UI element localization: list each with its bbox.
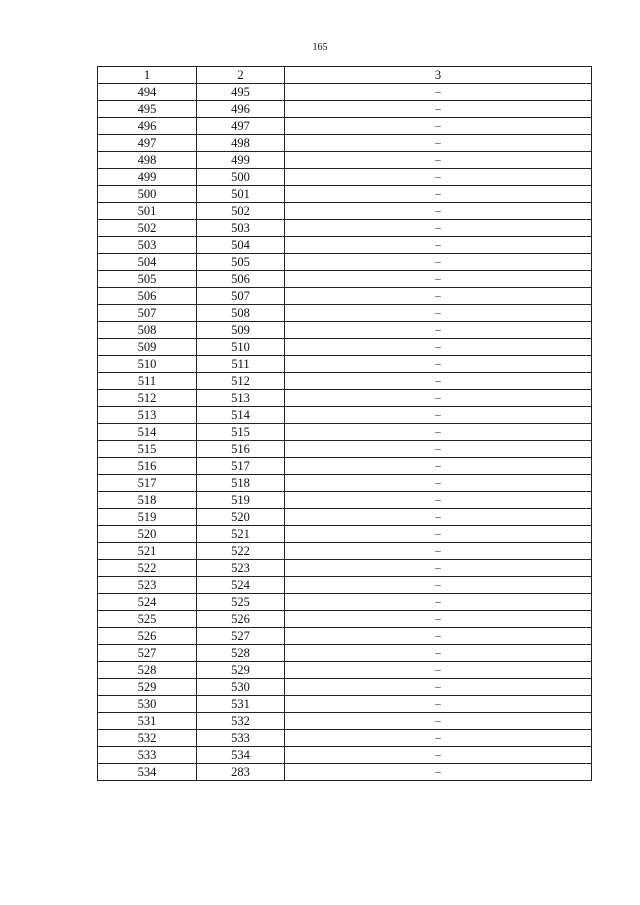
table-cell-col-1: 495 bbox=[98, 101, 197, 118]
table-cell-col-3: – bbox=[285, 458, 592, 475]
table-cell-col-3: – bbox=[285, 645, 592, 662]
table-cell-col-2: 503 bbox=[197, 220, 285, 237]
table-row bbox=[98, 441, 592, 458]
table-cell-col-1: 528 bbox=[98, 662, 197, 679]
table-cell-col-3: – bbox=[285, 764, 592, 781]
table-cell-col-2: 502 bbox=[197, 203, 285, 220]
table-cell-col-1: 498 bbox=[98, 152, 197, 169]
table-cell-col-1: 519 bbox=[98, 509, 197, 526]
table-cell-col-2: 513 bbox=[197, 390, 285, 407]
table-cell-col-3: – bbox=[285, 407, 592, 424]
table-cell-col-2: 514 bbox=[197, 407, 285, 424]
table-cell-col-1: 494 bbox=[98, 84, 197, 101]
table-cell-col-1: 525 bbox=[98, 611, 197, 628]
table-row bbox=[98, 390, 592, 407]
table-cell-col-3: – bbox=[285, 492, 592, 509]
table-cell-col-3: – bbox=[285, 305, 592, 322]
table-cell-col-1: 506 bbox=[98, 288, 197, 305]
table-cell-col-2: 504 bbox=[197, 237, 285, 254]
table-cell-col-2: 505 bbox=[197, 254, 285, 271]
table-row bbox=[98, 764, 592, 781]
table-cell-col-3: – bbox=[285, 747, 592, 764]
table-row bbox=[98, 645, 592, 662]
table-cell-col-3: – bbox=[285, 254, 592, 271]
table-cell-col-2: 521 bbox=[197, 526, 285, 543]
table-cell-col-1: 530 bbox=[98, 696, 197, 713]
table-cell-col-1: 520 bbox=[98, 526, 197, 543]
table-cell-col-2: 524 bbox=[197, 577, 285, 594]
table-cell-col-1: 533 bbox=[98, 747, 197, 764]
data-table bbox=[97, 66, 592, 781]
table-cell-col-2: 520 bbox=[197, 509, 285, 526]
table-cell-col-2: 516 bbox=[197, 441, 285, 458]
table-cell-col-1: 523 bbox=[98, 577, 197, 594]
table-cell-col-2: 534 bbox=[197, 747, 285, 764]
header-row bbox=[98, 67, 592, 84]
table-row bbox=[98, 118, 592, 135]
table-cell-col-2: 532 bbox=[197, 713, 285, 730]
table-cell-col-2: 283 bbox=[197, 764, 285, 781]
table-cell-col-3: – bbox=[285, 101, 592, 118]
table-cell-col-3: – bbox=[285, 475, 592, 492]
table-cell-col-2: 512 bbox=[197, 373, 285, 390]
table-row bbox=[98, 152, 592, 169]
table-row bbox=[98, 713, 592, 730]
table-row bbox=[98, 373, 592, 390]
table-cell-col-2: 531 bbox=[197, 696, 285, 713]
table-row bbox=[98, 288, 592, 305]
table-row bbox=[98, 475, 592, 492]
table-cell-col-3: – bbox=[285, 373, 592, 390]
table-cell-col-1: 516 bbox=[98, 458, 197, 475]
table-cell-col-1: 514 bbox=[98, 424, 197, 441]
table-cell-col-2: 506 bbox=[197, 271, 285, 288]
table-cell-col-3: – bbox=[285, 152, 592, 169]
table-cell-col-2: 508 bbox=[197, 305, 285, 322]
table-cell-col-2: 498 bbox=[197, 135, 285, 152]
table-cell-col-1: 505 bbox=[98, 271, 197, 288]
table-cell-col-1: 504 bbox=[98, 254, 197, 271]
table-cell-col-3: – bbox=[285, 696, 592, 713]
page-number: 165 bbox=[312, 42, 328, 53]
table-row bbox=[98, 679, 592, 696]
table-cell-col-1: 497 bbox=[98, 135, 197, 152]
table-row bbox=[98, 322, 592, 339]
table-cell-col-3: – bbox=[285, 560, 592, 577]
table-cell-col-1: 503 bbox=[98, 237, 197, 254]
table-cell-col-1: 526 bbox=[98, 628, 197, 645]
table-cell-col-2: 530 bbox=[197, 679, 285, 696]
table-cell-col-3: – bbox=[285, 237, 592, 254]
table-row bbox=[98, 220, 592, 237]
table-cell-col-3: – bbox=[285, 339, 592, 356]
table-cell-col-3: – bbox=[285, 322, 592, 339]
table-cell-col-3: – bbox=[285, 271, 592, 288]
table-cell-col-1: 532 bbox=[98, 730, 197, 747]
table-cell-col-3: – bbox=[285, 543, 592, 560]
table-cell-col-2: 497 bbox=[197, 118, 285, 135]
table-row bbox=[98, 730, 592, 747]
table-cell-col-2: 515 bbox=[197, 424, 285, 441]
column-header-3: 3 bbox=[285, 67, 592, 84]
table-cell-col-1: 522 bbox=[98, 560, 197, 577]
table-cell-col-1: 518 bbox=[98, 492, 197, 509]
table-row bbox=[98, 237, 592, 254]
table-cell-col-2: 510 bbox=[197, 339, 285, 356]
table-cell-col-3: – bbox=[285, 628, 592, 645]
table-cell-col-3: – bbox=[285, 577, 592, 594]
table-cell-col-2: 518 bbox=[197, 475, 285, 492]
table-cell-col-2: 496 bbox=[197, 101, 285, 118]
table-row bbox=[98, 747, 592, 764]
table-row bbox=[98, 492, 592, 509]
table-cell-col-3: – bbox=[285, 611, 592, 628]
table-cell-col-2: 511 bbox=[197, 356, 285, 373]
table-cell-col-3: – bbox=[285, 713, 592, 730]
table-cell-col-3: – bbox=[285, 118, 592, 135]
table-cell-col-2: 527 bbox=[197, 628, 285, 645]
table-cell-col-3: – bbox=[285, 679, 592, 696]
table-cell-col-1: 517 bbox=[98, 475, 197, 492]
table-row bbox=[98, 628, 592, 645]
table-cell-col-3: – bbox=[285, 203, 592, 220]
table-cell-col-2: 499 bbox=[197, 152, 285, 169]
table-cell-col-2: 501 bbox=[197, 186, 285, 203]
table-cell-col-1: 511 bbox=[98, 373, 197, 390]
table-cell-col-1: 513 bbox=[98, 407, 197, 424]
column-header-1: 1 bbox=[98, 67, 197, 84]
table-cell-col-1: 529 bbox=[98, 679, 197, 696]
table-row bbox=[98, 254, 592, 271]
table-row bbox=[98, 101, 592, 118]
table-row bbox=[98, 611, 592, 628]
table-row bbox=[98, 305, 592, 322]
table-cell-col-3: – bbox=[285, 186, 592, 203]
table-cell-col-2: 517 bbox=[197, 458, 285, 475]
table-cell-col-3: – bbox=[285, 509, 592, 526]
table-cell-col-3: – bbox=[285, 220, 592, 237]
table-cell-col-1: 510 bbox=[98, 356, 197, 373]
table-row bbox=[98, 169, 592, 186]
table-row bbox=[98, 424, 592, 441]
table-row bbox=[98, 458, 592, 475]
table-row bbox=[98, 407, 592, 424]
table-cell-col-1: 500 bbox=[98, 186, 197, 203]
table-cell-col-1: 509 bbox=[98, 339, 197, 356]
table-cell-col-2: 495 bbox=[197, 84, 285, 101]
table-cell-col-1: 534 bbox=[98, 764, 197, 781]
table-cell-col-3: – bbox=[285, 169, 592, 186]
table-cell-col-3: – bbox=[285, 424, 592, 441]
table-cell-col-2: 509 bbox=[197, 322, 285, 339]
table-cell-col-1: 502 bbox=[98, 220, 197, 237]
table-cell-col-1: 508 bbox=[98, 322, 197, 339]
table-cell-col-3: – bbox=[285, 594, 592, 611]
table-cell-col-3: – bbox=[285, 390, 592, 407]
table-body bbox=[98, 84, 592, 781]
table-row bbox=[98, 135, 592, 152]
table-cell-col-1: 527 bbox=[98, 645, 197, 662]
table-cell-col-3: – bbox=[285, 730, 592, 747]
table-cell-col-1: 521 bbox=[98, 543, 197, 560]
table-cell-col-1: 515 bbox=[98, 441, 197, 458]
table-cell-col-2: 507 bbox=[197, 288, 285, 305]
table-cell-col-3: – bbox=[285, 84, 592, 101]
table-cell-col-1: 496 bbox=[98, 118, 197, 135]
table-header bbox=[98, 67, 592, 84]
table-row bbox=[98, 271, 592, 288]
table-cell-col-2: 519 bbox=[197, 492, 285, 509]
table-row bbox=[98, 356, 592, 373]
table-cell-col-1: 524 bbox=[98, 594, 197, 611]
table-cell-col-2: 500 bbox=[197, 169, 285, 186]
table-row bbox=[98, 696, 592, 713]
table-cell-col-3: – bbox=[285, 288, 592, 305]
table-cell-col-1: 501 bbox=[98, 203, 197, 220]
table-cell-col-2: 525 bbox=[197, 594, 285, 611]
table-cell-col-3: – bbox=[285, 135, 592, 152]
table-cell-col-1: 531 bbox=[98, 713, 197, 730]
table-cell-col-3: – bbox=[285, 441, 592, 458]
table-row bbox=[98, 203, 592, 220]
table-row bbox=[98, 526, 592, 543]
column-header-2: 2 bbox=[197, 67, 285, 84]
table-row bbox=[98, 339, 592, 356]
table-row bbox=[98, 594, 592, 611]
table-cell-col-1: 507 bbox=[98, 305, 197, 322]
table-cell-col-2: 523 bbox=[197, 560, 285, 577]
table-cell-col-2: 528 bbox=[197, 645, 285, 662]
table-cell-col-2: 533 bbox=[197, 730, 285, 747]
table-cell-col-2: 526 bbox=[197, 611, 285, 628]
table-cell-col-3: – bbox=[285, 356, 592, 373]
table-row bbox=[98, 560, 592, 577]
table-row bbox=[98, 84, 592, 101]
table-cell-col-1: 499 bbox=[98, 169, 197, 186]
table-row bbox=[98, 662, 592, 679]
table-row bbox=[98, 509, 592, 526]
table-cell-col-2: 529 bbox=[197, 662, 285, 679]
table-cell-col-2: 522 bbox=[197, 543, 285, 560]
table-row bbox=[98, 186, 592, 203]
table-cell-col-1: 512 bbox=[98, 390, 197, 407]
table-cell-col-3: – bbox=[285, 662, 592, 679]
table-row bbox=[98, 543, 592, 560]
table-cell-col-3: – bbox=[285, 526, 592, 543]
table-row bbox=[98, 577, 592, 594]
